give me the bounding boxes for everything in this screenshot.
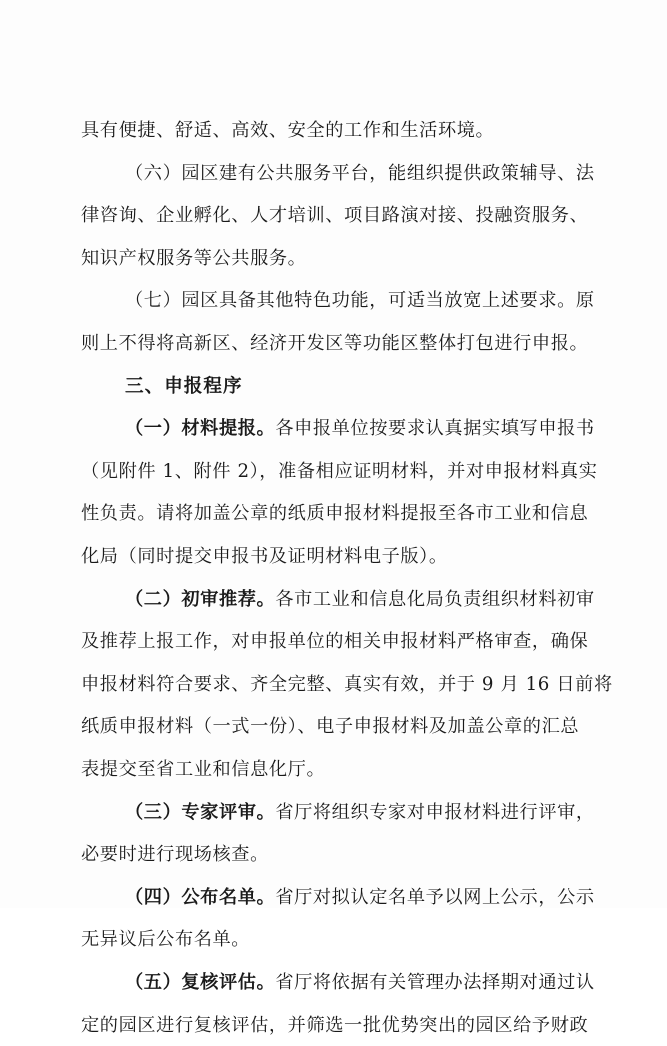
subsection-lead: （三）专家评审。 [125, 802, 276, 823]
subsection-lead: （一）材料提报。 [125, 418, 276, 439]
line-text: 律咨询、企业孵化、人才培训、项目路演对接、投融资服务、 [81, 205, 589, 226]
line-text: 化局（同时提交申报书及证明材料电子版）。 [81, 546, 448, 567]
body-line [0, 920, 667, 960]
paragraph-six-line [0, 154, 667, 194]
line-text: 纸质申报材料（一式一份）、电子申报材料及加盖公章的汇总 [81, 716, 580, 737]
body-line [0, 324, 667, 364]
body-line [0, 239, 667, 279]
body-line [0, 452, 667, 492]
body-line [0, 111, 667, 151]
body-line [0, 1006, 667, 1046]
subsection-one-line [0, 409, 667, 449]
line-text: 必要时进行现场核查。 [81, 844, 269, 865]
body-line [0, 494, 667, 534]
subsection-two-line [0, 580, 667, 620]
body-line [0, 835, 667, 875]
line-text: 各市工业和信息化局负责组织材料初审 [275, 589, 595, 610]
line-text: 知识产权服务等公共服务。 [81, 248, 307, 269]
line-text: 性负责。请将加盖公章的纸质申报材料提报至各市工业和信息 [81, 503, 589, 524]
line-text: （见附件 1、附件 2），准备相应证明材料，并对申报材料真实 [81, 461, 598, 482]
line-text: 申报材料符合要求、齐全完整、真实有效，并于 9 月 16 日前将 [81, 674, 613, 695]
line-text: 及推荐上报工作，对申报单位的相关申报材料严格审查，确保 [81, 631, 589, 652]
body-line [0, 537, 667, 577]
line-text: 则上不得将高新区、经济开发区等功能区整体打包进行申报。 [81, 333, 589, 354]
subsection-lead: （二）初审推荐。 [125, 589, 276, 610]
line-text: 具有便捷、舒适、高效、安全的工作和生活环境。 [81, 120, 495, 141]
line-text: 各申报单位按要求认真据实填写申报书 [275, 418, 595, 439]
line-text: 省厅对拟认定名单予以网上公示，公示 [275, 887, 595, 908]
line-text: 无异议后公布名单。 [81, 929, 251, 950]
line-text: （七）园区具备其他特色功能，可适当放宽上述要求。原 [125, 290, 595, 311]
line-text: （六）园区建有公共服务平台，能组织提供政策辅导、法 [125, 163, 595, 184]
line-text: 定的园区进行复核评估，并筛选一批优势突出的园区给予财政 [81, 1015, 589, 1036]
line-text: 省厅将依据有关管理办法择期对通过认 [275, 972, 595, 993]
section-heading [0, 367, 667, 407]
subsection-five-line [0, 963, 667, 1003]
subsection-lead: （四）公布名单。 [125, 887, 276, 908]
section-heading-text: 三、申报程序 [125, 376, 243, 397]
subsection-four-line [0, 878, 667, 918]
line-text: 省厅将组织专家对申报材料进行评审， [275, 802, 595, 823]
body-line [0, 196, 667, 236]
body-line [0, 707, 667, 747]
paragraph-seven-line [0, 281, 667, 321]
body-line [0, 622, 667, 662]
subsection-lead: （五）复核评估。 [125, 972, 276, 993]
body-line [0, 665, 667, 705]
subsection-three-line [0, 793, 667, 833]
body-line [0, 750, 667, 790]
line-text: 表提交至省工业和信息化厅。 [81, 759, 326, 780]
